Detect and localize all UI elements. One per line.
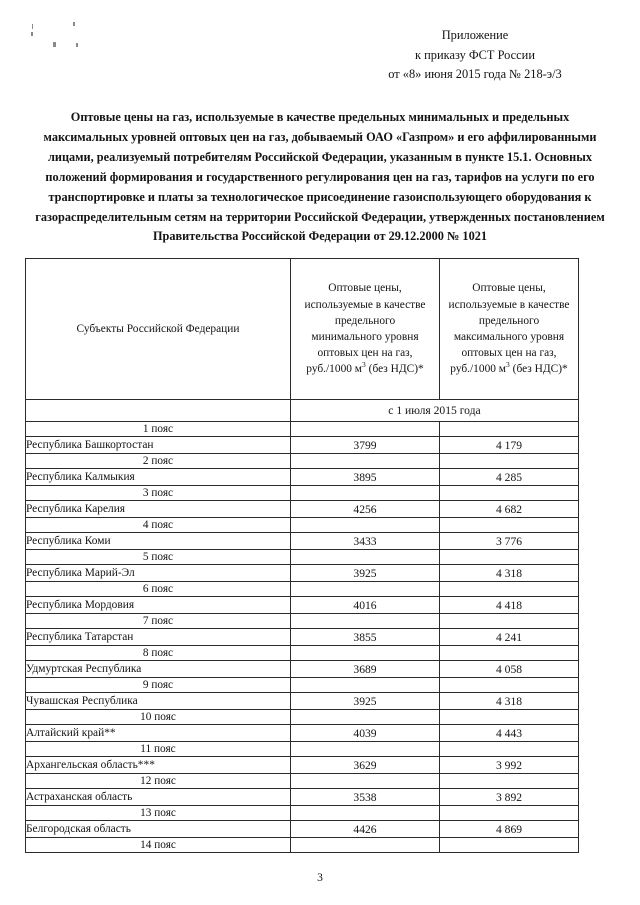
header-line-order: к приказу ФСТ России — [415, 47, 535, 62]
zone-row — [26, 550, 579, 565]
max-price-value: 4 869 — [440, 821, 579, 838]
zone-row — [26, 614, 579, 629]
zone-label: 8 пояс — [26, 646, 291, 661]
max-price-value: 4 443 — [440, 725, 579, 742]
column-header-min-price — [291, 259, 440, 400]
min-price-value: 4016 — [291, 597, 440, 614]
min-price-value: 3895 — [291, 469, 440, 486]
max-header-line-4: максимального уровня — [453, 331, 565, 343]
zone-max-cell — [440, 774, 579, 789]
page-number: 3 — [317, 872, 323, 884]
region-name: Республика Башкортостан — [26, 437, 291, 454]
header-line-date-number: от «8» июня 2015 года № 218-э/3 — [388, 67, 562, 82]
zone-label: 11 пояс — [26, 742, 291, 757]
zone-max-cell — [440, 422, 579, 437]
zone-row — [26, 422, 579, 437]
max-header-line-3: предельного — [478, 314, 540, 327]
max-price-value: 4 058 — [440, 661, 579, 678]
zone-label: 4 пояс — [26, 518, 291, 533]
zone-label: 12 пояс — [26, 774, 291, 789]
min-header-line-5: оптовых цен на газ, — [317, 347, 413, 360]
zone-row — [26, 774, 579, 789]
zone-row — [26, 838, 579, 853]
zone-row — [26, 678, 579, 693]
table-row — [26, 725, 579, 742]
max-price-value: 4 318 — [440, 565, 579, 582]
max-price-value: 4 682 — [440, 501, 579, 518]
region-name: Республика Карелия — [26, 501, 291, 518]
document-header — [340, 26, 610, 85]
region-name: Алтайский край** — [26, 725, 291, 742]
zone-label: 6 пояс — [26, 582, 291, 597]
region-name: Республика Марий-Эл — [26, 565, 291, 582]
min-price-value: 3538 — [291, 789, 440, 806]
table-row — [26, 469, 579, 486]
max-price-value: 4 285 — [440, 469, 579, 486]
min-header-unit-prefix: руб./1000 м — [306, 363, 363, 376]
zone-min-cell — [291, 774, 440, 789]
zone-max-cell — [440, 582, 579, 597]
min-header-line-4: минимального уровня — [311, 331, 419, 343]
zone-row — [26, 742, 579, 757]
region-name: Архангельская область*** — [26, 757, 291, 774]
zone-min-cell — [291, 614, 440, 629]
price-table-head — [26, 259, 579, 422]
table-row — [26, 789, 579, 806]
zone-row — [26, 710, 579, 725]
max-price-value: 3 892 — [440, 789, 579, 806]
min-header-line-3: предельного — [334, 314, 396, 327]
column-header-subject: Субъекты Российской Федерации — [26, 259, 291, 400]
table-row — [26, 565, 579, 582]
min-price-value: 3689 — [291, 661, 440, 678]
zone-min-cell — [291, 454, 440, 469]
region-name: Республика Мордовия — [26, 597, 291, 614]
table-row — [26, 501, 579, 518]
region-name: Республика Татарстан — [26, 629, 291, 646]
min-price-value: 4426 — [291, 821, 440, 838]
zone-label: 5 пояс — [26, 550, 291, 565]
table-row — [26, 661, 579, 678]
zone-row — [26, 582, 579, 597]
table-header-row — [26, 259, 579, 400]
price-table-body — [26, 422, 579, 853]
zone-max-cell — [440, 550, 579, 565]
zone-min-cell — [291, 422, 440, 437]
zone-label: 1 пояс — [26, 422, 291, 437]
min-price-value: 4039 — [291, 725, 440, 742]
zone-max-cell — [440, 646, 579, 661]
zone-max-cell — [440, 710, 579, 725]
zone-row — [26, 518, 579, 533]
period-label: с 1 июля 2015 года — [291, 400, 579, 422]
table-row — [26, 437, 579, 454]
zone-row — [26, 454, 579, 469]
zone-label: 7 пояс — [26, 614, 291, 629]
region-name: Республика Коми — [26, 533, 291, 550]
min-header-unit-superscript: 3 — [362, 360, 366, 370]
zone-max-cell — [440, 486, 579, 501]
zone-row — [26, 486, 579, 501]
zone-label: 14 пояс — [26, 838, 291, 853]
table-row — [26, 693, 579, 710]
zone-max-cell — [440, 454, 579, 469]
table-row — [26, 597, 579, 614]
zone-min-cell — [291, 486, 440, 501]
max-price-value: 3 992 — [440, 757, 579, 774]
min-header-unit-suffix: (без НДС)* — [365, 363, 424, 376]
table-row — [26, 757, 579, 774]
price-table — [25, 258, 579, 853]
region-name: Чувашская Республика — [26, 693, 291, 710]
zone-min-cell — [291, 646, 440, 661]
zone-min-cell — [291, 582, 440, 597]
zone-max-cell — [440, 806, 579, 821]
min-price-value: 3799 — [291, 437, 440, 454]
min-header-line-2: используемые в качестве — [304, 298, 426, 311]
region-name: Астраханская область — [26, 789, 291, 806]
min-price-value: 4256 — [291, 501, 440, 518]
preamble-paragraph: Оптовые цены на газ, используемые в качестве предельных минимальных и предельных максимальных уровней оптовых цен на газ, добываемый ОАО «Газпром» и его аффилированными лицами, реализуемый потребителям Российской Федерации, указанным в пункте 15.1. Основных положений формирования и государственного регулирования цен на газ, тарифов на услуги по его транспортировке и платы за технологическое присоединение газоиспользующего оборудования к газораспределительным сетям на территории Российской Федерации, утвержденных постановлением Правительства Российской Федерации от 29.12.2000 № 1021 — [35, 110, 605, 244]
zone-label: 3 пояс — [26, 486, 291, 501]
max-header-line-2: используемые в качестве — [448, 298, 570, 311]
max-price-value: 4 241 — [440, 629, 579, 646]
zone-max-cell — [440, 614, 579, 629]
column-header-max-price — [440, 259, 579, 400]
zone-label: 9 пояс — [26, 678, 291, 693]
price-table-container — [25, 258, 578, 853]
zone-row — [26, 646, 579, 661]
zone-max-cell — [440, 518, 579, 533]
zone-min-cell — [291, 838, 440, 853]
max-header-line-5: оптовых цен на газ, — [461, 347, 557, 360]
zone-min-cell — [291, 518, 440, 533]
min-price-value: 3433 — [291, 533, 440, 550]
zone-max-cell — [440, 678, 579, 693]
zone-label: 13 пояс — [26, 806, 291, 821]
max-price-value: 3 776 — [440, 533, 579, 550]
table-row — [26, 821, 579, 838]
min-price-value: 3629 — [291, 757, 440, 774]
period-row — [26, 400, 579, 422]
max-header-unit-superscript: 3 — [506, 360, 510, 370]
max-header-line-1: Оптовые цены, — [472, 282, 546, 295]
max-price-value: 4 318 — [440, 693, 579, 710]
scan-speckles — [28, 22, 138, 62]
min-price-value: 3925 — [291, 693, 440, 710]
zone-row — [26, 806, 579, 821]
region-name: Белгородская область — [26, 821, 291, 838]
max-price-value: 4 179 — [440, 437, 579, 454]
table-row — [26, 533, 579, 550]
min-price-value: 3925 — [291, 565, 440, 582]
min-header-line-1: Оптовые цены, — [328, 282, 402, 295]
header-line-appendix: Приложение — [441, 28, 509, 42]
zone-min-cell — [291, 806, 440, 821]
zone-min-cell — [291, 678, 440, 693]
zone-min-cell — [291, 550, 440, 565]
max-header-unit-prefix: руб./1000 м — [450, 363, 507, 376]
period-row-empty-cell — [26, 400, 291, 422]
min-price-value: 3855 — [291, 629, 440, 646]
zone-min-cell — [291, 742, 440, 757]
zone-max-cell — [440, 742, 579, 757]
zone-label: 10 пояс — [26, 710, 291, 725]
max-header-unit-suffix: (без НДС)* — [509, 363, 568, 376]
zone-max-cell — [440, 838, 579, 853]
zone-min-cell — [291, 710, 440, 725]
region-name: Республика Калмыкия — [26, 469, 291, 486]
zone-label: 2 пояс — [26, 454, 291, 469]
max-price-value: 4 418 — [440, 597, 579, 614]
table-row — [26, 629, 579, 646]
region-name: Удмуртская Республика — [26, 661, 291, 678]
